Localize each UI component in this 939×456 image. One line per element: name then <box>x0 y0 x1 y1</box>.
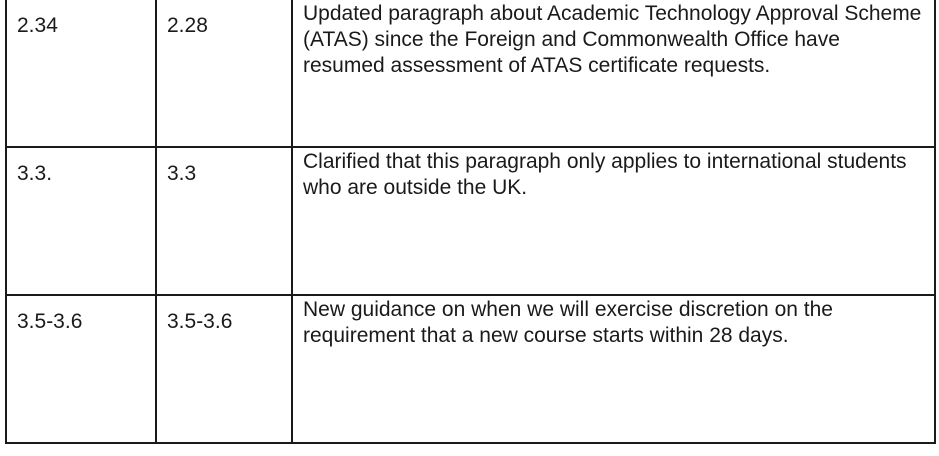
change-description: New guidance on when we will exercise discretion on the requirement that a new course starts within 28 days. <box>303 298 833 347</box>
old-paragraph-cell <box>6 295 156 443</box>
table-row <box>6 0 935 147</box>
new-paragraph-number: 2.28 <box>167 14 208 37</box>
change-description: Updated paragraph about Academic Technology Approval Scheme (ATAS) since the Foreign and Commonwealth Office have resumed assessment of ATAS certificate requests. <box>303 2 922 77</box>
old-paragraph-cell <box>6 147 156 295</box>
new-paragraph-cell <box>156 295 292 443</box>
old-paragraph-number: 3.5-3.6 <box>17 310 83 333</box>
new-paragraph-cell <box>156 0 292 147</box>
change-description-cell <box>292 0 935 147</box>
new-paragraph-cell <box>156 147 292 295</box>
change-description-cell <box>292 147 935 295</box>
new-paragraph-number: 3.3 <box>167 162 197 185</box>
change-description-cell <box>292 295 935 443</box>
table-row <box>6 295 935 443</box>
old-paragraph-cell <box>6 0 156 147</box>
new-paragraph-number: 3.5-3.6 <box>167 310 233 333</box>
changes-table <box>5 0 936 444</box>
old-paragraph-number: 3.3. <box>17 162 53 185</box>
old-paragraph-number: 2.34 <box>17 14 58 37</box>
table-row <box>6 147 935 295</box>
change-description: Clarified that this paragraph only applies to international students who are outside the UK. <box>303 150 907 199</box>
